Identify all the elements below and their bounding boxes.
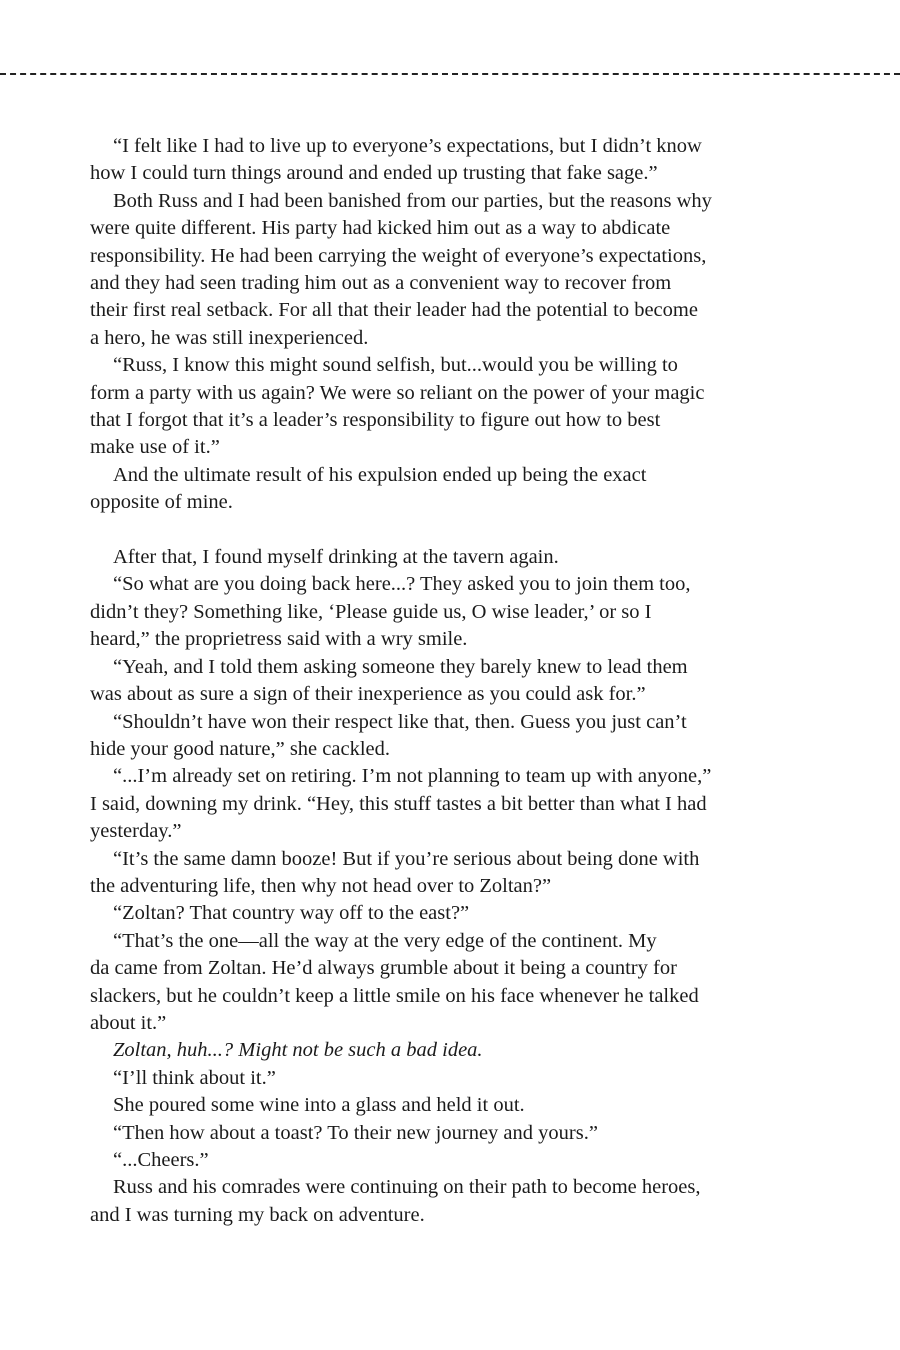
- paragraph: And the ultimate result of his expulsion ended up being the exact opposite of mine.: [90, 463, 647, 514]
- paragraph: “Zoltan? That country way off to the east?”: [113, 902, 470, 925]
- paragraph: “Yeah, and I told them asking someone they barely knew to lead them was about as sure a sign of their inexperience as you could ask for.”: [90, 655, 688, 706]
- dashed-divider: [0, 73, 900, 75]
- paragraph: “...Cheers.”: [113, 1149, 209, 1172]
- paragraph: “Shouldn’t have won their respect like that, then. Guess you just can’t hide your good nature,” she cackled.: [90, 710, 687, 760]
- paragraph: Russ and his comrades were continuing on their path to become heroes, and I was turning my back on adventure.: [90, 1176, 701, 1226]
- paragraph: “...I’m already set on retiring. I’m not planning to team up with anyone,” I said, downing my drink. “Hey, this stuff tastes a bit better than what I had yesterday.”: [90, 765, 712, 843]
- page-body-text: [90, 133, 815, 1229]
- paragraph: “Russ, I know this might sound selfish, but...would you be willing to form a party with us again? We were so reliant on the power of your magic that I forgot that it’s a leader’s responsibility to figure out how to best make use of it.”: [90, 354, 705, 459]
- paragraph: Both Russ and I had been banished from our parties, but the reasons why were quite different. His party had kicked him out as a way to abdicate responsibility. He had been carrying the weight of everyone’s expectations, and they had seen trading him out as a convenient way to recover from their first real setback. For all that their leader had the potential to become a hero, he was still inexperienced.: [90, 189, 712, 349]
- paragraph: “It’s the same damn booze! But if you’re serious about being done with the adventuring life, then why not head over to Zoltan?”: [90, 847, 700, 897]
- paragraph-scene-break: After that, I found myself drinking at the tavern again.: [113, 546, 559, 569]
- paragraph: “Then how about a toast? To their new journey and yours.”: [113, 1121, 598, 1144]
- paragraph-inner-thought: Zoltan, huh...? Might not be such a bad idea.: [113, 1039, 483, 1062]
- paragraph: She poured some wine into a glass and held it out.: [113, 1094, 525, 1117]
- paragraph: “I felt like I had to live up to everyone’s expectations, but I didn’t know how I could turn things around and ended up trusting that fake sage.”: [90, 135, 702, 185]
- paragraph: “So what are you doing back here...? They asked you to join them too, didn’t they? Something like, ‘Please guide us, O wise leader,’ or so I heard,” the proprietress said with a wry smile.: [90, 573, 691, 651]
- paragraph: “I’ll think about it.”: [113, 1066, 276, 1089]
- paragraph: “That’s the one—all the way at the very edge of the continent. My da came from Zoltan. He’d always grumble about it being a country for slackers, but he couldn’t keep a little smile on his face whenever he talked about it.”: [90, 929, 699, 1034]
